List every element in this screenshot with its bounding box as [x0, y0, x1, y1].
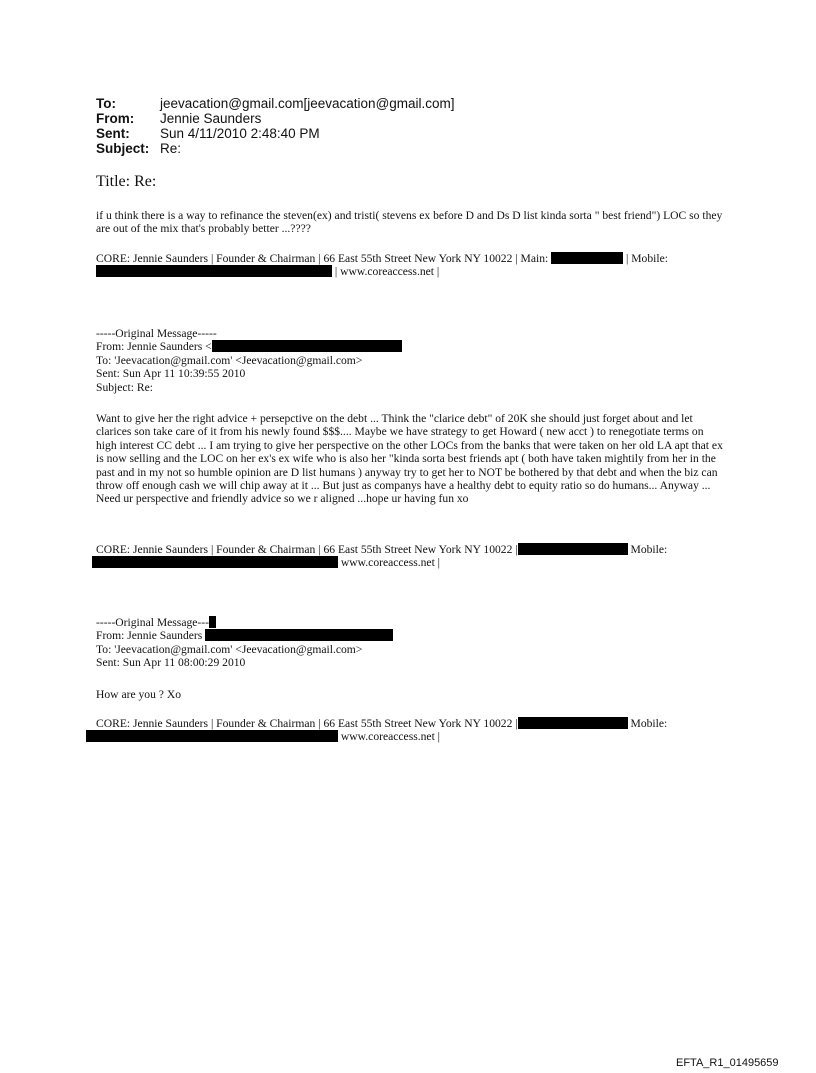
message-from: From: Jennie Saunders < [96, 340, 212, 354]
signature-text: CORE: Jennie Saunders | Founder & Chairman | 66 East 55th Street New York NY 10022 | [96, 717, 518, 730]
subject-label: Subject: [96, 141, 150, 156]
document-id: EFTA_R1_01495659 [676, 1057, 779, 1069]
original-message-3 [96, 616, 736, 670]
redaction-bar [518, 543, 628, 555]
signature-website: | www.coreaccess.net | [334, 265, 440, 279]
signature-line [96, 543, 796, 556]
sent-value: Sun 4/11/2010 2:48:40 PM [160, 126, 320, 141]
redaction-bar [92, 556, 338, 568]
to-value: jeevacation@gmail.com[jeevacation@gmail.com] [160, 96, 455, 111]
to-label: To: [96, 96, 116, 111]
message-divider: -----Original Message--- [96, 616, 209, 629]
message-sent: Sent: Sun Apr 11 10:39:55 2010 [96, 367, 246, 381]
signature-line [86, 730, 796, 743]
body-paragraph-2 [96, 412, 724, 506]
message-to: To: 'Jeevacation@gmail.com' <Jeevacation@gmail.com> [96, 353, 363, 367]
body-text: if u think there is a way to refinance the steven(ex) and tristi( stevens ex before D and Ds D list kinda sorta " best friend") LOC so they are out of the mix that's probably better ...???? [96, 209, 723, 236]
signature-mobile-label: | Mobile: [626, 252, 668, 265]
message-subject: Subject: Re: [96, 380, 153, 394]
signature-line [96, 252, 796, 265]
sent-label: Sent: [96, 126, 130, 141]
redaction-bar [209, 616, 216, 628]
redaction-bar [551, 252, 623, 264]
signature-line [96, 717, 796, 730]
signature-mobile-label: Mobile: [630, 543, 668, 556]
message-from-line [96, 340, 736, 353]
body-paragraph-1 [96, 209, 736, 236]
original-message-2 [96, 327, 736, 394]
subject-row [96, 141, 455, 156]
message-from-line [96, 629, 736, 642]
signature-mobile-label: Mobile: [630, 717, 668, 730]
message-divider-line [96, 616, 736, 629]
redaction-bar [212, 340, 402, 352]
sent-row [96, 126, 455, 141]
email-header [96, 96, 455, 156]
redaction-bar [205, 629, 393, 641]
signature-line [92, 556, 796, 569]
body-text: How are you ? Xo [96, 688, 181, 701]
signature-1 [96, 252, 796, 279]
signature-website: www.coreaccess.net | [340, 730, 441, 744]
from-value: Jennie Saunders [160, 111, 262, 126]
redaction-bar [96, 265, 332, 277]
to-row [96, 96, 455, 111]
signature-line [96, 265, 796, 278]
subject-value: Re: [160, 141, 182, 156]
message-divider: -----Original Message----- [96, 327, 217, 340]
signature-text: CORE: Jennie Saunders | Founder & Chairman | 66 East 55th Street New York NY 10022 | [96, 543, 518, 556]
from-row [96, 111, 455, 126]
from-label: From: [96, 111, 135, 126]
body-text: Want to give her the right advice + persepctive on the debt ... Think the "clarice debt" of 20K she should just forget about and let clarices son take care of it from his newly found $$$.... Maybe we have strategy to get Howard ( new acct ) to renegotiate terms on high interest CC debt ... I am trying to give her perspective on the other LOCs from the banks that were taken on her old LA apt that ex is now selling and the LOC on her ex's ex wife who is also her "kinda sorta best friends apt ( both have taken mightily from her in the past and in my not so humble opinion are D list humans ) anyway try to get her to NOT be bothered by that debt and when the biz can throw off enough cash we will chip away at it ... But just as companys have a healthy debt to equity ratio so do humans... Anyway ... Need ur perspective and friendly advice so we r aligned ...hope ur having fun xo [96, 412, 723, 506]
body-paragraph-3 [96, 688, 736, 701]
signature-website: www.coreaccess.net | [340, 556, 441, 570]
redaction-bar [86, 730, 338, 742]
email-title: Title: Re: [96, 173, 157, 190]
message-sent: Sent: Sun Apr 11 08:00:29 2010 [96, 656, 246, 670]
message-to: To: 'Jeevacation@gmail.com' <Jeevacation@gmail.com> [96, 642, 363, 656]
signature-text: CORE: Jennie Saunders | Founder & Chairman | 66 East 55th Street New York NY 10022 | Main: [96, 252, 552, 265]
signature-2 [96, 543, 796, 570]
message-from: From: Jennie Saunders [96, 629, 203, 643]
redaction-bar [518, 717, 628, 729]
signature-3 [96, 717, 796, 744]
